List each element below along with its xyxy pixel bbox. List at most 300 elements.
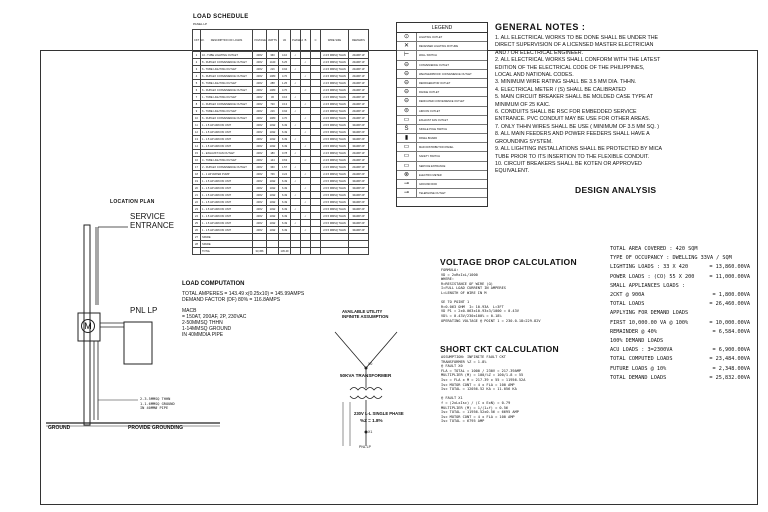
table-cell <box>311 234 321 241</box>
table-cell: 1492 <box>267 185 279 192</box>
header-cell: C <box>311 30 321 52</box>
legend-item-label: CONVENIENCE OUTLET <box>419 63 449 67</box>
table-row <box>193 213 369 220</box>
table-cell <box>291 101 301 108</box>
table-cell: 20AMP 1P <box>349 101 369 108</box>
table-cell: 20AMP 1P <box>349 80 369 87</box>
header-cell: B <box>301 30 311 52</box>
table-cell: 230V <box>253 171 267 178</box>
table-cell: ✓ <box>301 59 311 66</box>
table-cell: 746 <box>267 171 279 178</box>
legend-item <box>397 107 487 116</box>
legend-item-label: RECESSED LIGHTING FIXTURE <box>419 45 459 49</box>
calc-line: Isc MOTOR CONT = 4 x FLA = 100 AMP <box>441 382 515 387</box>
short-circuit-body <box>441 355 525 424</box>
table-row <box>193 59 369 66</box>
table-cell: 2-3.5 MMSQ THHN <box>321 150 349 157</box>
calc-line: Isc = FLA x M = 217.39 x 55 = 11956.52A <box>441 377 526 382</box>
table-cell: 30AMP 2P <box>349 136 369 143</box>
table-cell: 20 <box>193 185 201 192</box>
table-row <box>193 227 369 234</box>
table-cell <box>311 199 321 206</box>
table-cell: 30AMP 2P <box>349 227 369 234</box>
table-row <box>193 248 369 255</box>
table-cell: 1492 <box>267 122 279 129</box>
table-cell <box>301 178 311 185</box>
design-analysis-body <box>610 245 750 383</box>
table-cell: 0.94 <box>279 108 291 115</box>
design-analysis-value: = 26,460.00VA <box>709 301 750 308</box>
table-cell: 1 - 1.5 HP AIRCON UNIT <box>201 122 253 129</box>
legend-symbol-icon: ⊖ <box>397 79 417 87</box>
header-cell: WIRE SIZE <box>321 30 349 52</box>
table-cell <box>311 101 321 108</box>
legend-item <box>397 88 487 97</box>
table-cell: 20AMP 1P <box>349 87 369 94</box>
table-cell: 4 <box>193 73 201 80</box>
design-analysis-label: TOTAL DEMAND LOADS <box>610 374 667 381</box>
table-row <box>193 150 369 157</box>
calc-line: @ FAULT X1 <box>441 396 463 401</box>
short-circuit-title: SHORT CKT CALCULATION <box>440 344 559 354</box>
table-cell: 4.70 <box>279 87 291 94</box>
table-cell <box>321 234 349 241</box>
legend-item-label: SINGLE POLE SWITCH <box>419 127 448 131</box>
calc-line: FORMULA: <box>441 268 459 272</box>
table-cell: 145.49 <box>279 248 291 255</box>
table-cell: 1492 <box>267 213 279 220</box>
table-cell <box>291 129 301 136</box>
general-note-line: TUBE PRIOR TO ITS INSERTION TO THE FLEXIBLE CONDUIT. <box>495 153 650 160</box>
table-cell <box>301 94 311 101</box>
table-cell <box>267 248 279 255</box>
table-cell: 2-5.5 MMSQ THHN <box>321 213 349 220</box>
general-note-line: GROUNDING SYSTEM. <box>495 138 553 145</box>
design-analysis-row <box>610 319 750 328</box>
calc-line: ASSUMPTION: INFINITE FAULT CKT <box>441 355 506 359</box>
table-cell <box>267 234 279 241</box>
table-cell <box>311 59 321 66</box>
table-cell <box>311 87 321 94</box>
table-cell: 30AMP 2P <box>349 178 369 185</box>
table-cell: 17 <box>193 164 201 171</box>
table-cell: 2-3.5 MMSQ THHN <box>321 52 349 59</box>
table-cell <box>301 80 311 87</box>
design-analysis-label: TYPE OF OCCUPANCY : DWELLING 33VA / SQM <box>610 255 732 262</box>
table-cell: 2-3.5 MMSQ THHN <box>321 59 349 66</box>
table-cell: ✓ <box>301 115 311 122</box>
table-cell <box>311 143 321 150</box>
table-cell <box>311 94 321 101</box>
design-analysis-value: = 13,860.00VA <box>709 264 750 271</box>
table-row <box>193 171 369 178</box>
utility-label-line1: AVAILABLE UTILITY <box>342 309 383 314</box>
legend-item <box>397 51 487 60</box>
design-analysis-label: SMALL APPLIANCES LOADS : <box>610 282 685 289</box>
table-cell: 230V <box>253 59 267 66</box>
table-row <box>193 178 369 185</box>
calc-line: Isc MOTOR CONT = 4 x FLA = 100 AMP <box>441 414 515 419</box>
table-cell: 3 <box>193 66 201 73</box>
table-cell: 1 - 1.5 HP AIRCON UNIT <box>201 178 253 185</box>
table-cell: 230V <box>253 129 267 136</box>
calc-line: VD% = 0.43V/230x100% = 0.18% <box>441 313 502 318</box>
table-cell: 1 - 1.5 HP AIRCON UNIT <box>201 213 253 220</box>
table-cell: 2-3.5 MMSQ THHN <box>321 164 349 171</box>
table-cell: 20AMP 1P <box>349 94 369 101</box>
design-analysis-label: TOTAL AREA COVERED : 420 SQM <box>610 246 698 252</box>
table-cell: 2-3.5 MMSQ THHN <box>321 94 349 101</box>
single-line-diagram <box>310 318 400 458</box>
table-cell: 20AMP 1P <box>349 66 369 73</box>
macb-line: = 150AT, 200AF, 2P, 230VAC <box>182 314 247 320</box>
table-cell: 4.70 <box>279 115 291 122</box>
table-cell: 2-5.5 MMSQ THHN <box>321 122 349 129</box>
general-note-line: 6. CONDUITS SHALL BE RSC FOR EMBEDDED SERVICE <box>495 109 637 116</box>
table-cell <box>311 241 321 248</box>
table-row <box>193 220 369 227</box>
table-cell: 36 <box>267 94 279 101</box>
calc-line: Isc TOTAL = 12056.52 KA = 11.056 KA <box>441 387 517 392</box>
design-analysis-value: = 6,900.00VA <box>712 347 750 354</box>
design-analysis-label: TOTAL COMPUTED LOADS <box>610 356 673 363</box>
general-note-line: EDITION OF THE ELECTRICAL CODE OF THE PHILIPPINES, <box>495 64 645 71</box>
legend-item-label: WEATHERPROOF CONVENIENCE OUTLET <box>419 72 472 76</box>
table-cell: 1440 <box>267 59 279 66</box>
design-analysis-value: = 1,800.00VA <box>712 292 750 299</box>
general-note-line: DIRECT SUPERVISION OF A LICENSED MASTER ELECTRICIAN <box>495 42 654 49</box>
table-cell: 1 - TUBE LIGHTING OUTLET <box>201 94 253 101</box>
table-cell: 230V <box>253 87 267 94</box>
table-cell: 2-3.5 MMSQ THHN <box>321 101 349 108</box>
table-cell: 30AMP 2P <box>349 129 369 136</box>
table-cell: 360 <box>267 52 279 59</box>
table-cell <box>267 241 279 248</box>
table-cell: 30AMP 2P <box>349 185 369 192</box>
table-cell: 2-3.5 MMSQ THHN <box>321 66 349 73</box>
load-schedule-table <box>192 29 369 255</box>
table-row <box>193 52 369 59</box>
load-computation-line: DEMAND FACTOR (DF) 80% = 116.8AMPS <box>182 297 281 303</box>
table-cell <box>291 59 301 66</box>
design-analysis-value: = 23,484.00VA <box>709 356 750 363</box>
table-cell: 2-5.5 MMSQ THHN <box>321 129 349 136</box>
table-cell: 3.24 <box>279 171 291 178</box>
table-cell: 1 <box>193 52 201 59</box>
table-cell <box>311 185 321 192</box>
table-cell <box>301 150 311 157</box>
table-cell: 4.10 <box>279 52 291 59</box>
table-cell: 1 - 1.5 HP AIRCON UNIT <box>201 227 253 234</box>
table-row <box>193 192 369 199</box>
table-cell: 20AMP 1P <box>349 73 369 80</box>
table-cell: 6.49 <box>279 227 291 234</box>
legend-symbol-icon: ⊜ <box>397 107 417 115</box>
legend-symbol-icon: ⊸ <box>397 180 417 188</box>
table-row <box>193 73 369 80</box>
table-cell: 230V <box>253 157 267 164</box>
table-cell <box>311 248 321 255</box>
design-analysis-row <box>610 365 750 374</box>
legend-item <box>397 97 487 106</box>
calc-line: L=LENGTH OF WIRE IN M <box>441 290 487 295</box>
table-cell: 19 <box>193 178 201 185</box>
table-cell: 230V <box>253 206 267 213</box>
table-cell: 2-3.5 MMSQ THHN <box>321 80 349 87</box>
table-cell <box>311 122 321 129</box>
table-cell: 6 - DUPLEX CONVENIENCE OUTLET <box>201 87 253 94</box>
table-cell: ✓ <box>291 178 301 185</box>
calc-line: VD P1 = 2x0.063x10.93x3/1000 = 0.43V <box>441 309 519 314</box>
legend-item-label: RANGE OUTLET <box>419 91 440 95</box>
table-row <box>193 87 369 94</box>
table-cell <box>311 171 321 178</box>
table-row <box>193 199 369 206</box>
phase-label: 230V L-L SINGLE PHASE <box>354 411 404 416</box>
design-analysis-row <box>610 245 750 254</box>
table-cell: 230V <box>253 94 267 101</box>
table-cell: 1 - 1 HP WATER PUMP <box>201 171 253 178</box>
table-cell: 2-5.5 MMSQ THHN <box>321 185 349 192</box>
table-cell: 230V <box>253 213 267 220</box>
table-cell: 6 - TUBE LIGHTING OUTLET <box>201 108 253 115</box>
table-cell: 6.49 <box>279 122 291 129</box>
table-row <box>193 234 369 241</box>
table-cell: 30AMP 2P <box>349 206 369 213</box>
table-cell: 6 - DUPLEX CONVENIENCE OUTLET <box>201 73 253 80</box>
table-cell: 6.49 <box>279 192 291 199</box>
provide-grounding-label: PROVIDE GROUNDING <box>128 425 184 431</box>
table-cell <box>311 115 321 122</box>
macb-line: MACB <box>182 308 197 314</box>
table-row <box>193 122 369 129</box>
table-cell: 30AMP 2P <box>349 220 369 227</box>
table-cell <box>193 248 201 255</box>
table-cell: 230V <box>253 136 267 143</box>
table-cell: ✓ <box>301 185 311 192</box>
table-cell: 20AMP 1P <box>349 108 369 115</box>
table-cell: 0.78 <box>279 150 291 157</box>
table-cell: 230V <box>253 164 267 171</box>
panel-lp-label: PNL LP <box>130 306 158 315</box>
design-analysis-value: = 11,000.00VA <box>709 273 750 280</box>
table-cell: 10 - TUBE LIGHTING OUTLET <box>201 52 253 59</box>
table-cell: 30AMP 2P <box>349 122 369 129</box>
table-cell: ✓ <box>291 52 301 59</box>
table-cell: 1 - 1.5 HP AIRCON UNIT <box>201 129 253 136</box>
table-cell: 230V <box>253 178 267 185</box>
table-cell: ✓ <box>291 108 301 115</box>
table-cell: 1492 <box>267 220 279 227</box>
table-cell <box>311 136 321 143</box>
legend-item-label: DEDICATED CONVENIENCE OUTLET <box>419 100 465 104</box>
legend-item-label: AIRCON OUTLET <box>419 109 441 113</box>
table-cell: 230V <box>253 73 267 80</box>
table-cell <box>291 171 301 178</box>
design-analysis-row <box>610 346 750 355</box>
general-note-line: 4. ELECTRICAL METER / (S) SHALL BE CALIBRATED <box>495 86 626 93</box>
table-cell: 15 <box>193 150 201 157</box>
load-computation-text <box>182 291 304 303</box>
table-cell <box>301 122 311 129</box>
design-analysis-row <box>610 309 750 318</box>
table-cell: 30AMP 2P <box>349 143 369 150</box>
legend-item-label: LIGHTING OUTLET <box>419 36 443 39</box>
table-cell: 1492 <box>267 178 279 185</box>
table-cell <box>311 150 321 157</box>
table-cell: 4.70 <box>279 73 291 80</box>
table-cell: 20AMP 1P <box>349 59 369 66</box>
table-cell: 2-3.5 MMSQ THHN <box>321 87 349 94</box>
table-cell: 6.49 <box>279 213 291 220</box>
table-cell <box>311 164 321 171</box>
table-cell: 2-3.5 MMSQ THHN <box>321 171 349 178</box>
table-row <box>193 143 369 150</box>
calc-line: R=RESISTANCE OF WIRE (Ω) <box>441 281 493 286</box>
table-cell <box>291 248 301 255</box>
table-cell: ✓ <box>291 80 301 87</box>
general-note-line: 7. ONLY THHN WIRES SHALL BE USE ( MINIMUM OF 3.5 MM SQ. ) <box>495 123 660 130</box>
table-cell <box>321 248 349 255</box>
legend-item-label: EXHAUST FAN OUTLET <box>419 118 448 122</box>
table-cell: 30AMP 2P <box>349 192 369 199</box>
table-cell: 1 - 1.5 HP AIRCON UNIT <box>201 143 253 150</box>
design-analysis-label: 100% DEMAND LOADS <box>610 338 664 345</box>
table-cell <box>301 136 311 143</box>
table-cell <box>301 206 311 213</box>
table-cell: 230V <box>253 80 267 87</box>
meter-symbol: M <box>81 319 95 333</box>
table-cell: 1 - 1.5 HP AIRCON UNIT <box>201 192 253 199</box>
macb-line: 1-14MMSQ GROUND <box>182 326 232 332</box>
table-cell: 1080 <box>267 115 279 122</box>
table-cell: 1.25 <box>279 80 291 87</box>
table-cell: 1492 <box>267 206 279 213</box>
table-cell <box>291 227 301 234</box>
table-cell: 230V <box>253 101 267 108</box>
table-cell: ✓ <box>291 206 301 213</box>
table-cell <box>311 213 321 220</box>
table-cell: 216 <box>267 66 279 73</box>
design-analysis-row <box>610 291 750 300</box>
legend-item-label: SAFETY SWITCH <box>419 155 440 159</box>
table-cell: 720 <box>267 101 279 108</box>
x0-label: X0 <box>368 362 373 366</box>
table-cell <box>253 241 267 248</box>
table-cell: ✓ <box>301 129 311 136</box>
legend-item-label: ELECTRIC METER <box>419 173 442 177</box>
table-cell: 9 <box>193 108 201 115</box>
design-analysis-row <box>610 374 750 383</box>
calc-line: VD = 2xRxIxL/1000 <box>441 272 478 277</box>
calc-line: OPERATING VOLTAGE @ POINT 1 = 230-0.18=229.82V <box>441 318 541 323</box>
calc-line: MULTIPLIER (M) = 1/(1+f) = 0.56 <box>441 405 509 410</box>
table-cell: ✓ <box>291 220 301 227</box>
header-cell: VOLTAGE <box>253 30 267 52</box>
header-cell: CKT NO. <box>193 30 201 52</box>
table-cell: 0.94 <box>279 66 291 73</box>
table-cell: 2-3.5 MMSQ THHN <box>321 157 349 164</box>
table-cell <box>301 192 311 199</box>
design-analysis-label: FUTURE LOADS @ 10% <box>610 365 667 372</box>
legend-item <box>397 180 487 189</box>
design-analysis-label: POWER LOADS : (CO) 55 X 200 <box>610 273 695 280</box>
legend-symbol-icon: ▭ <box>397 116 417 124</box>
table-cell <box>291 115 301 122</box>
table-cell: 3.13 <box>279 101 291 108</box>
table-cell: 4 - TUBE LIGHTING OUTLET <box>201 157 253 164</box>
table-cell: 2-5.5 MMSQ THHN <box>321 192 349 199</box>
calc-line: R=0.063 OHM I= 10.93A L=3FT <box>441 304 504 309</box>
table-cell: 22 <box>193 199 201 206</box>
general-note-line: EQUIVALENT. <box>495 168 530 175</box>
table-cell: 1 - 1.5 HP AIRCON UNIT <box>201 199 253 206</box>
table-cell <box>311 157 321 164</box>
table-cell <box>291 185 301 192</box>
table-cell <box>311 178 321 185</box>
table-row <box>193 185 369 192</box>
table-cell: 180 <box>267 150 279 157</box>
legend-box <box>396 22 488 207</box>
table-cell: 2-5.5 MMSQ THHN <box>321 199 349 206</box>
table-cell <box>311 220 321 227</box>
table-cell: 230V <box>253 52 267 59</box>
table-cell: 8 - TUBE LIGHTING OUTLET <box>201 80 253 87</box>
table-cell: 2 <box>193 59 201 66</box>
legend-symbol-icon: ▭ <box>397 143 417 151</box>
table-cell: 1080 <box>267 73 279 80</box>
table-cell: ✓ <box>291 66 301 73</box>
table-cell: 6.49 <box>279 199 291 206</box>
design-analysis-label: ACU LOADS : 3=2300VA <box>610 347 673 354</box>
table-cell <box>321 241 349 248</box>
legend-item <box>397 70 487 79</box>
table-cell: 2-3.5 MMSQ THHN <box>321 108 349 115</box>
table-cell <box>291 241 301 248</box>
table-cell: 20AMP 1P <box>349 164 369 171</box>
table-cell <box>311 80 321 87</box>
general-note-line: ENTRANCE. PVC CONDUIT MAY BE USE FOR OTHER AREAS. <box>495 116 651 123</box>
table-row <box>193 206 369 213</box>
legend-symbol-icon: ⊙ <box>397 33 417 41</box>
table-cell: 1492 <box>267 227 279 234</box>
general-note-line: 9. ALL LIGHTING INSTALLATIONS SHALL BE PROTECTED BY MICA <box>495 146 663 153</box>
table-cell: 230V <box>253 150 267 157</box>
table-cell: 20AMP 1P <box>349 52 369 59</box>
table-cell: 288 <box>267 80 279 87</box>
table-cell: 6.49 <box>279 143 291 150</box>
legend-symbol-icon: ⊖ <box>397 88 417 96</box>
table-cell: ✓ <box>301 157 311 164</box>
table-cell: 12 <box>193 129 201 136</box>
load-computation-line: TOTAL AMPERES = 143.49 x(0.25x10) = 145.99AMPS <box>182 291 305 297</box>
table-cell: 21 <box>193 192 201 199</box>
table-cell: 216 <box>267 108 279 115</box>
table-row <box>193 66 369 73</box>
legend-title: LEGEND <box>397 23 487 33</box>
header-cell: DESCRIPTION OF LOADS <box>201 30 253 52</box>
panel-lp-small: PNL LP <box>359 445 371 449</box>
table-cell: 0.16 <box>279 94 291 101</box>
general-notes-title: GENERAL NOTES : <box>495 22 586 32</box>
impedance-label: %Z = 1.8% <box>360 418 383 423</box>
table-cell: 2-3.5 MMSQ THHN <box>321 115 349 122</box>
table-cell: 6.49 <box>279 129 291 136</box>
design-analysis-label: APPLYING FOR DEMAND LOADS <box>610 310 689 317</box>
load-schedule-title: LOAD SCHEDULE <box>193 14 249 20</box>
table-row <box>193 101 369 108</box>
table-cell: 1080 <box>267 87 279 94</box>
